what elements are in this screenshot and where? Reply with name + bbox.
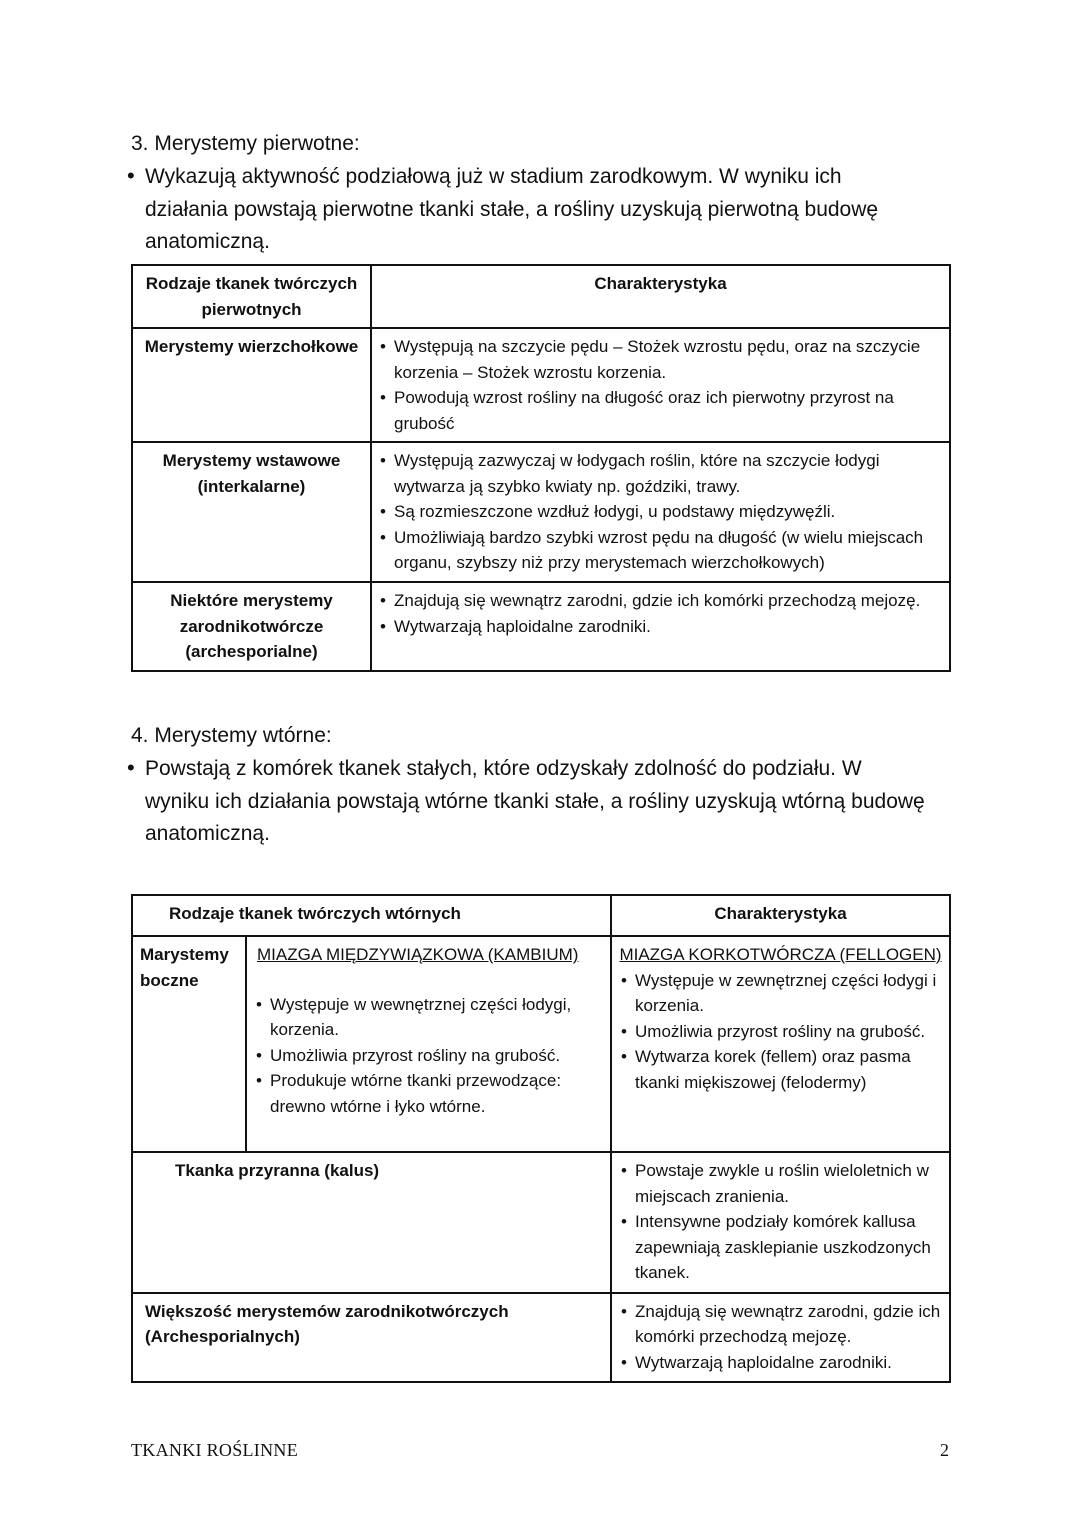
row-characteristics [371, 442, 950, 582]
list-item: • Wytwarza korek (fellem) oraz pasma tkanki miękiszowej (felodermy) [619, 1044, 942, 1095]
cambium-cell [246, 936, 611, 1152]
list-item: • Intensywne podziały komórek kallusa zapewniają zasklepianie uszkodzonych tkanek. [619, 1209, 942, 1286]
phellogen-cell [611, 936, 950, 1152]
list-item: • Występuje w wewnętrznej części łodygi, korzenia. [254, 992, 603, 1043]
list-item: • Umożliwiają bardzo szybki wzrost pędu na długość (w wielu miejscach organu, szybszy niż przy merystemach wierzchołkowych) [378, 525, 943, 576]
list-item: • Produkuje wtórne tkanki przewodzące: drewno wtórne i łyko wtórne. [254, 1068, 603, 1119]
list-item: • Występują na szczycie pędu – Stożek wzrostu pędu, oraz na szczycie korzenia – Stożek wzrostu korzenia. [378, 334, 943, 385]
bullet-list [254, 992, 603, 1120]
list-item: • Znajdują się wewnątrz zarodni, gdzie ich komórki przechodzą mejozę. [619, 1299, 942, 1350]
primary-meristems-table [131, 264, 951, 672]
bullet-icon: • [127, 755, 135, 780]
bullet-list [619, 968, 942, 1096]
bullet-list [378, 588, 943, 639]
bullet-list [378, 334, 943, 436]
table-row [132, 442, 950, 582]
table-header-row [132, 895, 950, 936]
row-characteristics [371, 328, 950, 442]
row-name: Merystemy wierzchołkowe [132, 328, 371, 442]
row-name: Niektóre merystemy zarodnikotwórcze (archesporialne) [132, 582, 371, 671]
table-row [132, 936, 950, 1152]
list-item: • Występują zazwyczaj w łodygach roślin, które na szczycie łodygi wytwarza ją szybko kwiaty np. goździki, trawy. [378, 448, 943, 499]
list-item: • Powstaje zwykle u roślin wieloletnich w miejscach zranienia. [619, 1158, 942, 1209]
list-item: • Wytwarzają haploidalne zarodniki. [619, 1350, 942, 1376]
list-item: • Występuje w zewnętrznej części łodygi i korzenia. [619, 968, 942, 1019]
phellogen-title: MIAZGA KORKOTWÓRCZA (FELLOGEN) [619, 945, 942, 964]
section-4-bullet [127, 752, 927, 851]
section-4-bullet-text: Powstają z komórek tkanek stałych, które odzyskały zdolność do podziału. W wyniku ich działania powstają wtórne tkanki stałe, a rośliny uzyskują wtórną budowę anatomiczną. [145, 757, 925, 845]
row-characteristics [371, 582, 950, 671]
table-header-type: Rodzaje tkanek twórczych pierwotnych [132, 265, 371, 328]
secondary-meristems-table [131, 894, 951, 1383]
list-item: • Wytwarzają haploidalne zarodniki. [378, 614, 943, 640]
bullet-list [619, 1158, 942, 1286]
bullet-icon: • [127, 163, 135, 188]
table-header-characteristics: Charakterystyka [611, 895, 950, 936]
table-row [132, 582, 950, 671]
table-row [132, 1293, 950, 1383]
row-name: Tkanka przyranna (kalus) [132, 1152, 611, 1293]
row-name: Większość merystemów zarodnikotwórczych (Archesporialnych) [132, 1293, 611, 1383]
footer-title: TKANKI ROŚLINNE [131, 1440, 298, 1460]
lateral-meristems-label: Marystemy boczne [132, 936, 246, 1152]
bullet-list [378, 448, 943, 576]
page-number: 2 [940, 1440, 949, 1460]
list-item: • Umożliwia przyrost rośliny na grubość. [619, 1019, 942, 1045]
row-name: Merystemy wstawowe (interkalarne) [132, 442, 371, 582]
section-3-bullet [127, 160, 927, 259]
list-item: • Powodują wzrost rośliny na długość oraz ich pierwotny przyrost na grubość [378, 385, 943, 436]
list-item: • Są rozmieszczone wzdłuż łodygi, u podstawy międzywęźli. [378, 499, 943, 525]
table-header-characteristics: Charakterystyka [371, 265, 950, 328]
table-row [132, 1152, 950, 1293]
table-header-row [132, 265, 950, 328]
list-item: • Znajdują się wewnątrz zarodni, gdzie ich komórki przechodzą mejozę. [378, 588, 943, 614]
table-row [132, 328, 950, 442]
row-characteristics [611, 1293, 950, 1383]
section-3-heading: 3. Merystemy pierwotne: [131, 132, 360, 155]
row-characteristics [611, 1152, 950, 1293]
section-4-heading: 4. Merystemy wtórne: [131, 724, 332, 747]
bullet-list [619, 1299, 942, 1376]
section-3-bullet-text: Wykazują aktywność podziałową już w stadium zarodkowym. W wyniku ich działania powstają pierwotne tkanki stałe, a rośliny uzyskują pierwotną budowę anatomiczną. [145, 165, 879, 253]
table-header-type: Rodzaje tkanek twórczych wtórnych [132, 895, 611, 936]
list-item: • Umożliwia przyrost rośliny na grubość. [254, 1043, 603, 1069]
cambium-title: MIAZGA MIĘDZYWIĄZKOWA (KAMBIUM) [257, 945, 579, 964]
